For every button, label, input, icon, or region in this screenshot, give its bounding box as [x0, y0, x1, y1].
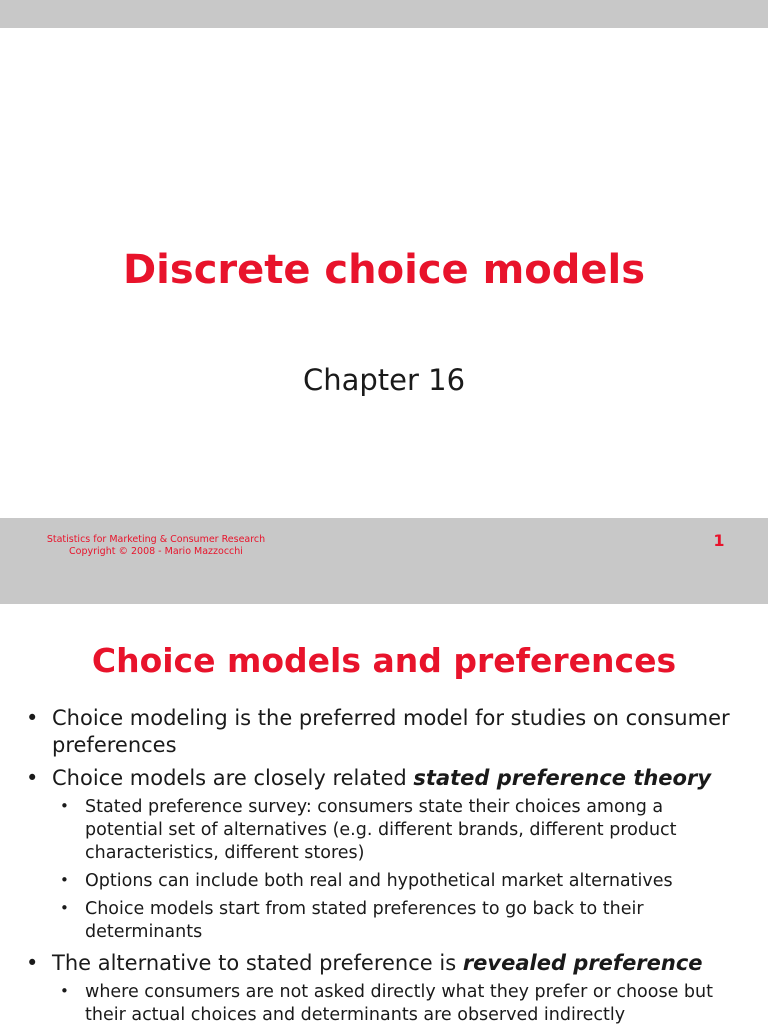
- content-title: Choice models and preferences: [91, 641, 677, 680]
- sub-bullet-item: [52, 981, 746, 1024]
- footer-book-title: Statistics for Marketing & Consumer Research: [46, 534, 266, 545]
- footer-credits: [36, 534, 276, 558]
- sub-bullet-item: [52, 898, 746, 944]
- sub-bullet-list: [52, 981, 746, 1024]
- bullet-list: [26, 705, 746, 1024]
- footer-band: [0, 518, 768, 604]
- bullet-item: [26, 950, 746, 1024]
- sub-bullet-icon: •: [60, 982, 69, 1000]
- bullet-emphasis: stated preference theory: [413, 766, 712, 790]
- bullet-icon: •: [26, 951, 39, 975]
- sub-bullet-item: [52, 870, 746, 893]
- bullet-item: [26, 765, 746, 944]
- title-slide: [0, 28, 768, 518]
- top-band: [0, 0, 768, 28]
- sub-bullet-list: [52, 796, 746, 944]
- bullet-text: The alternative to stated preference is: [52, 951, 463, 975]
- content-slide: [0, 604, 768, 1024]
- bullet-item: [26, 705, 746, 759]
- slide-title: Discrete choice models: [122, 247, 646, 293]
- sub-bullet-icon: •: [60, 797, 69, 815]
- bullet-text: Choice models are closely related: [52, 766, 414, 790]
- sub-bullet-item: [52, 796, 746, 865]
- slide-subtitle: Chapter 16: [302, 363, 466, 397]
- sub-bullet-text: Choice models start from stated preferences to go back to their determinants: [85, 899, 644, 942]
- sub-bullet-text: Stated preference survey: consumers state their choices among a potential set of alternatives (e.g. different brands, different product characteristics, different stores): [85, 797, 677, 863]
- sub-bullet-text: Options can include both real and hypothetical market alternatives: [85, 871, 673, 891]
- sub-bullet-text: where consumers are not asked directly what they prefer or choose but their actual choices and determinants are observed indirectly: [85, 982, 713, 1024]
- bullet-emphasis: revealed preference: [462, 951, 703, 975]
- sub-bullet-icon: •: [60, 871, 69, 889]
- page-number: 1: [713, 531, 725, 550]
- bullet-icon: •: [26, 706, 39, 730]
- bullet-icon: •: [26, 766, 39, 790]
- sub-bullet-icon: •: [60, 899, 69, 917]
- bullet-text: Choice modeling is the preferred model for studies on consumer preferences: [52, 706, 730, 757]
- footer-copyright: Copyright © 2008 - Mario Mazzocchi: [69, 546, 243, 557]
